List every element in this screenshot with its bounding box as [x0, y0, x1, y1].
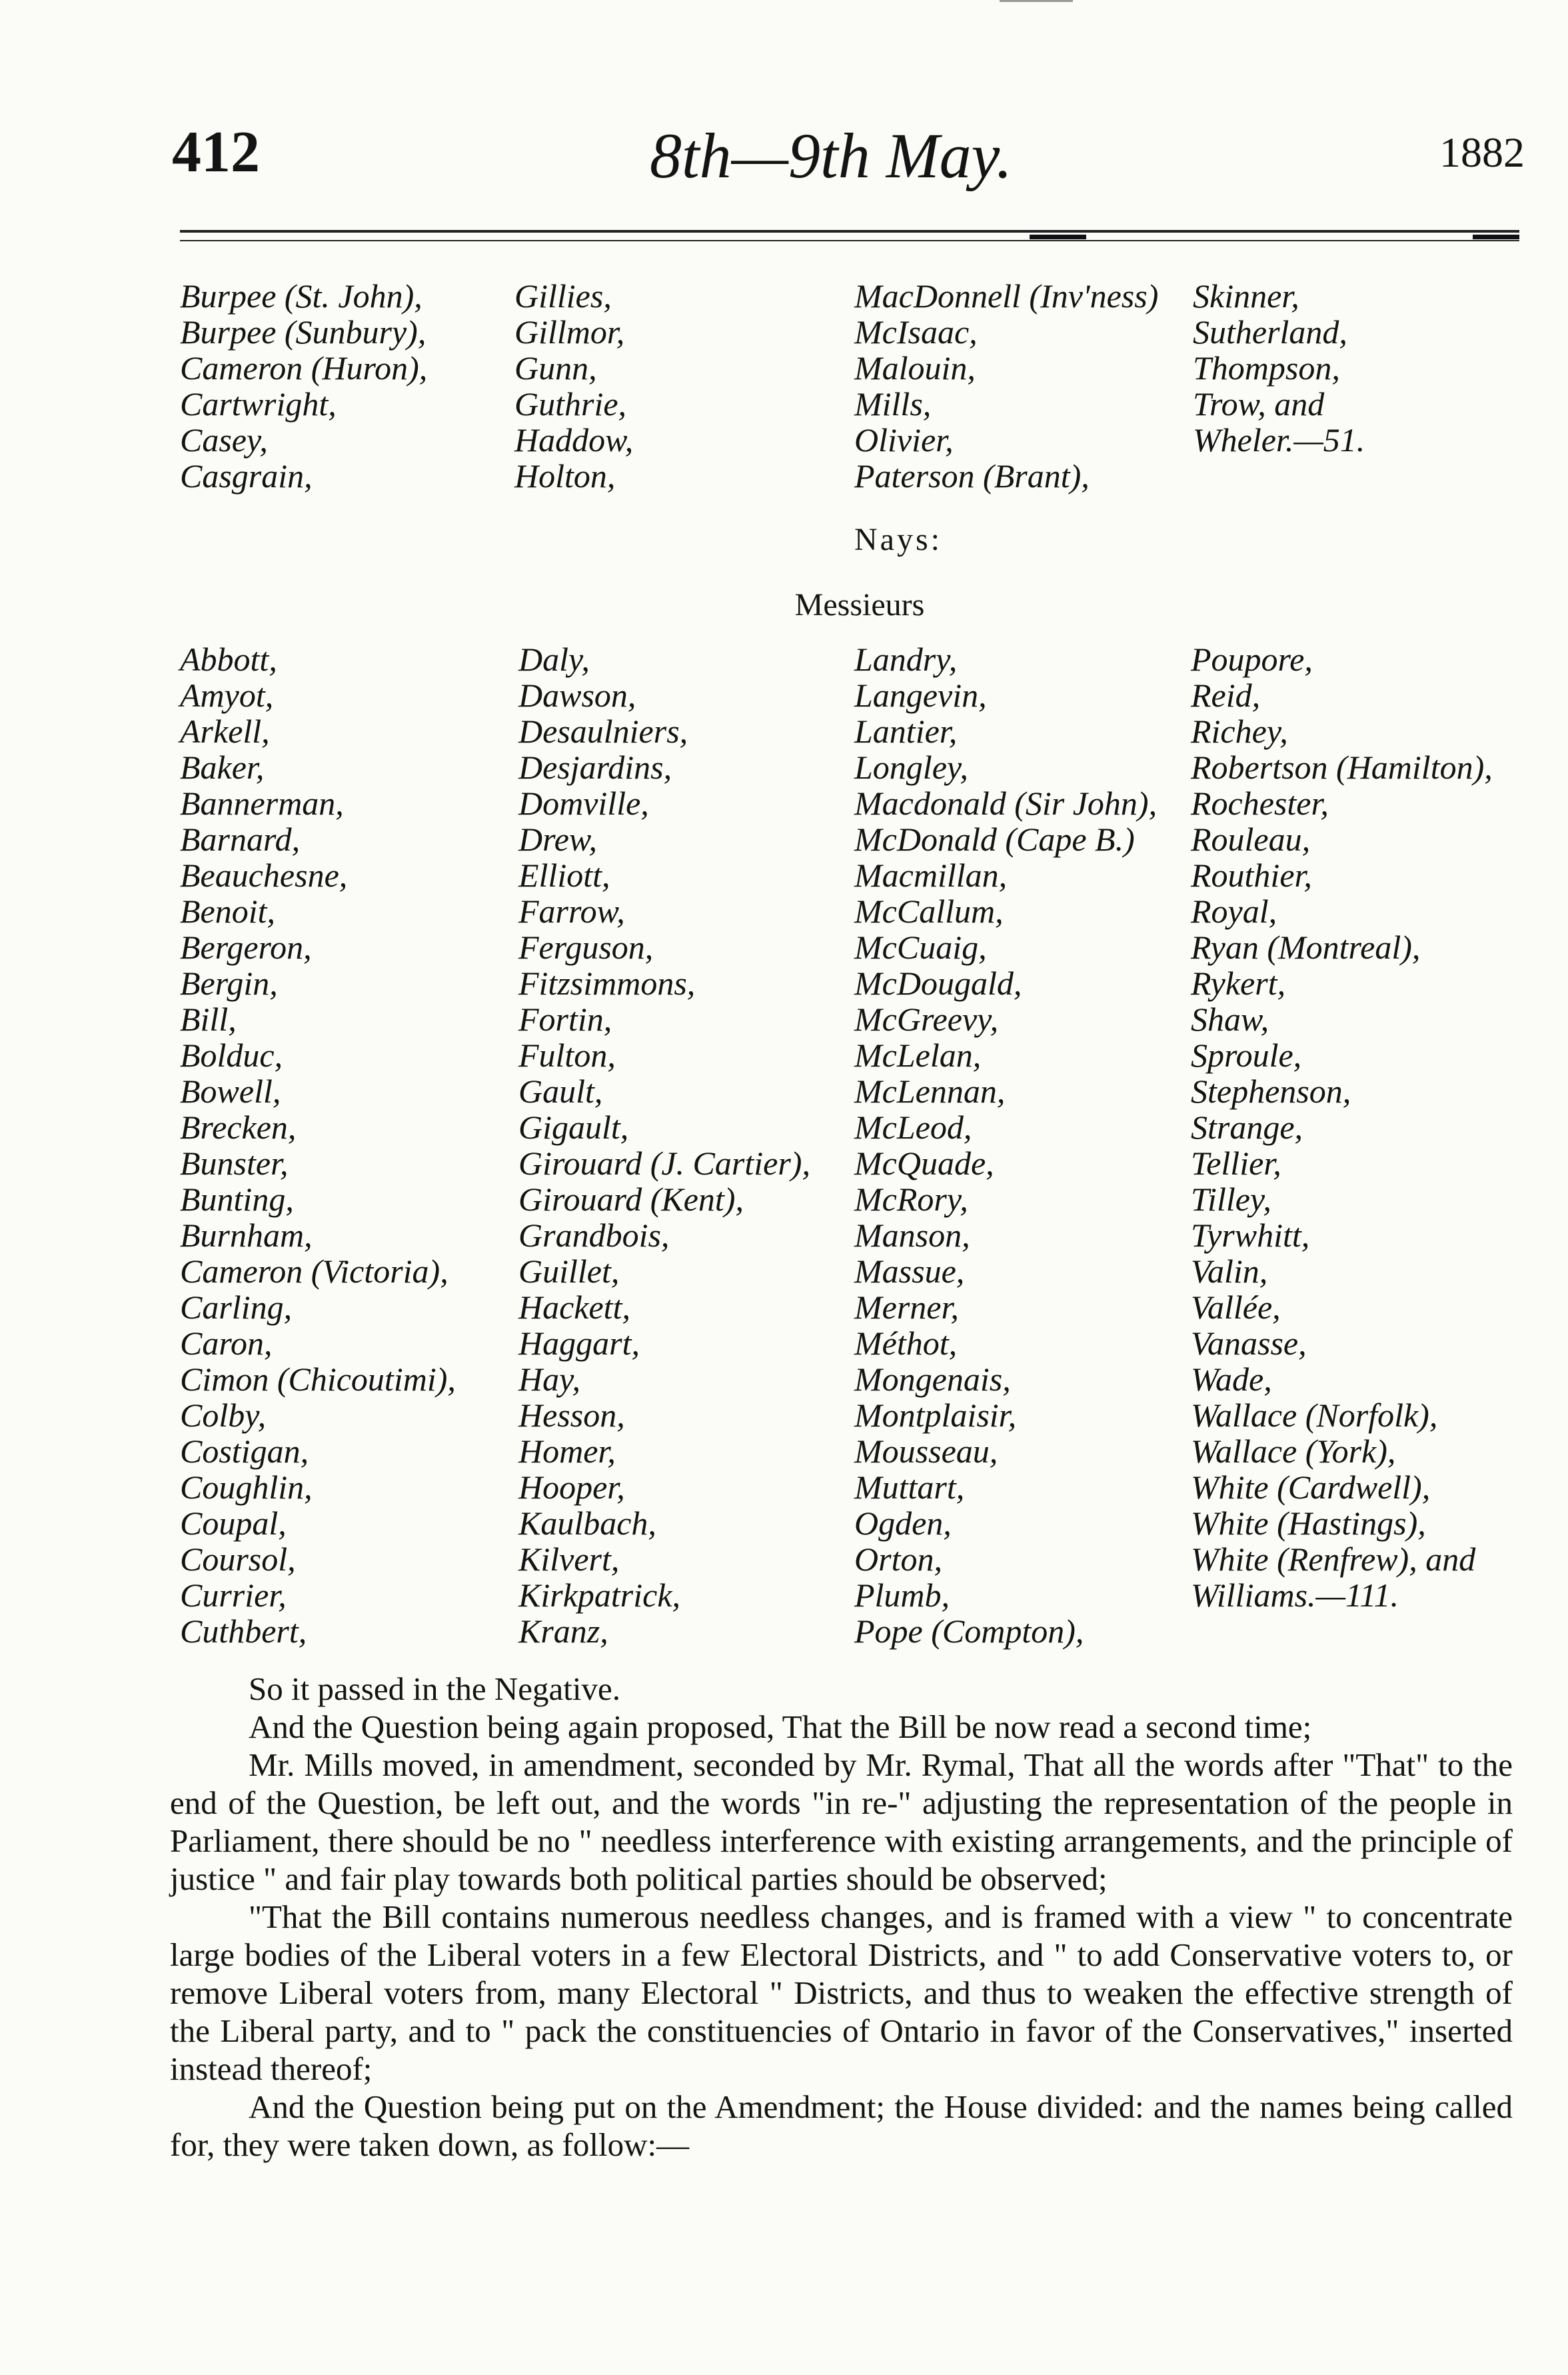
- nays-col-4: [1191, 641, 1493, 1613]
- member-name: Robertson (Hamilton),: [1191, 749, 1493, 786]
- member-name: Holton,: [514, 457, 616, 495]
- member-name: Brecken,: [180, 1109, 297, 1146]
- member-name: McRory,: [854, 1181, 968, 1218]
- scan-mark: [1000, 0, 1073, 2]
- member-name: Guthrie,: [514, 385, 627, 423]
- member-name: Richey,: [1191, 713, 1288, 750]
- member-name: Burnham,: [180, 1216, 313, 1254]
- header-rule-thin: [180, 240, 1519, 241]
- member-name: Arkell,: [180, 713, 270, 750]
- member-name: Poupore,: [1191, 641, 1313, 678]
- member-name: Costigan,: [180, 1432, 309, 1470]
- member-name: Ferguson,: [518, 929, 654, 966]
- member-name: Royal,: [1191, 893, 1277, 930]
- yeas-col-3: [854, 278, 1158, 494]
- member-name: Carling,: [180, 1288, 293, 1326]
- member-name: Wallace (York),: [1191, 1432, 1396, 1470]
- messieurs-heading: Messieurs: [794, 587, 925, 623]
- member-name: Tyrwhitt,: [1191, 1216, 1310, 1254]
- member-name: Macdonald (Sir John),: [854, 785, 1158, 822]
- member-name: Méthot,: [854, 1324, 958, 1362]
- member-name: Amyot,: [180, 677, 274, 714]
- member-name: Orton,: [854, 1540, 942, 1578]
- member-name: McQuade,: [854, 1145, 994, 1182]
- member-name: Cimon (Chicoutimi),: [180, 1360, 456, 1398]
- member-name: Gault,: [518, 1073, 603, 1110]
- header-rule-ornament: [1473, 235, 1519, 239]
- member-name: Gigault,: [518, 1109, 629, 1146]
- member-name: Wade,: [1191, 1360, 1272, 1398]
- member-name: Casgrain,: [180, 457, 313, 495]
- member-name: Rouleau,: [1191, 821, 1311, 858]
- member-name: McCuaig,: [854, 929, 987, 966]
- member-name: Cartwright,: [180, 385, 337, 423]
- member-name: Paterson (Brant),: [854, 457, 1090, 495]
- member-name: Coupal,: [180, 1504, 287, 1542]
- member-name: Coughlin,: [180, 1468, 313, 1506]
- member-name: Burpee (St. John),: [180, 277, 422, 315]
- member-name: Gunn,: [514, 349, 597, 387]
- header-rule: [180, 230, 1519, 233]
- nays-col-3: [854, 641, 1157, 1649]
- member-name: McLeod,: [854, 1109, 972, 1146]
- member-name: Cameron (Huron),: [180, 349, 428, 387]
- paragraph: And the Question being put on the Amendment; the House divided: and the names being called for, they were taken down, as follow:—: [170, 2088, 1513, 2163]
- member-name: Desaulniers,: [518, 713, 688, 750]
- member-name: Cuthbert,: [180, 1612, 307, 1650]
- member-name: Hay,: [518, 1360, 581, 1398]
- member-name: Desjardins,: [518, 749, 672, 786]
- member-name: Shaw,: [1191, 1001, 1269, 1038]
- member-name: Coursol,: [180, 1540, 296, 1578]
- member-name: Fitzsimmons,: [518, 965, 696, 1002]
- member-name: Bergeron,: [180, 929, 312, 966]
- member-name: Wallace (Norfolk),: [1191, 1396, 1438, 1434]
- member-name: Hackett,: [518, 1288, 630, 1326]
- member-name: Pope (Compton),: [854, 1612, 1084, 1650]
- member-name: Vallée,: [1191, 1288, 1281, 1326]
- member-name: Ryan (Montreal),: [1191, 929, 1421, 966]
- member-name: Farrow,: [518, 893, 625, 930]
- member-name: Bolduc,: [180, 1037, 283, 1074]
- paragraph: "That the Bill contains numerous needless changes, and is framed with a view " to concentrate large bodies of the Liberal voters in a few Electoral Districts, and " to add Conservative voters to, or remove Liberal voters from, many Electoral " Districts, and thus to weaken the effective strength of the Liberal party, and to " pack the constituencies of Ontario in favor of the Conservatives," inserted instead thereof;: [170, 1898, 1513, 2087]
- paragraph: Mr. Mills moved, in amendment, seconded by Mr. Rymal, That all the words after "That" to the end of the Question, be left out, and the words "in re-" adjusting the representation of the people in Parliament, there should be no " needless interference with existing arrangements, and the principle of justice " and fair play towards both political parties should be observed;: [170, 1746, 1513, 1897]
- member-name: Williams.—111.: [1191, 1576, 1399, 1614]
- member-name: White (Renfrew), and: [1191, 1540, 1476, 1578]
- paragraph: And the Question being again proposed, That the Bill be now read a second time;: [249, 1708, 1312, 1745]
- member-name: Casey,: [180, 421, 268, 459]
- proceedings-text: [170, 1670, 1513, 2164]
- member-name: Stephenson,: [1191, 1073, 1351, 1110]
- member-name: Kilvert,: [518, 1540, 620, 1578]
- member-name: Malouin,: [854, 349, 976, 387]
- member-name: Grandbois,: [518, 1216, 670, 1254]
- member-name: Rykert,: [1191, 965, 1286, 1002]
- member-name: Bowell,: [180, 1073, 281, 1110]
- member-name: Skinner,: [1193, 277, 1299, 315]
- member-name: Lantier,: [854, 713, 958, 750]
- member-name: Haggart,: [518, 1324, 640, 1362]
- member-name: Sproule,: [1191, 1037, 1302, 1074]
- member-name: Valin,: [1191, 1252, 1268, 1290]
- member-name: Manson,: [854, 1216, 970, 1254]
- member-name: Thompson,: [1193, 349, 1340, 387]
- yeas-col-4: [1193, 278, 1365, 458]
- nays-col-2: [518, 641, 810, 1649]
- nays-heading: Nays:: [854, 522, 942, 557]
- member-name: Benoit,: [180, 893, 276, 930]
- member-name: Hesson,: [518, 1396, 625, 1434]
- member-name: McCallum,: [854, 893, 1004, 930]
- member-name: Caron,: [180, 1324, 273, 1362]
- member-name: McLennan,: [854, 1073, 1006, 1110]
- member-name: Kranz,: [518, 1612, 608, 1650]
- member-name: Dawson,: [518, 677, 636, 714]
- member-name: Macmillan,: [854, 857, 1008, 894]
- member-name: Bannerman,: [180, 785, 344, 822]
- member-name: Trow, and: [1193, 385, 1325, 423]
- member-name: McDougald,: [854, 965, 1022, 1002]
- member-name: Hooper,: [518, 1468, 625, 1506]
- member-name: Colby,: [180, 1396, 267, 1434]
- member-name: Mills,: [854, 385, 932, 423]
- member-name: Barnard,: [180, 821, 301, 858]
- member-name: Merner,: [854, 1288, 959, 1326]
- member-name: Fortin,: [518, 1001, 612, 1038]
- yeas-col-1: [180, 278, 427, 494]
- paragraph: So it passed in the Negative.: [249, 1670, 620, 1707]
- member-name: Cameron (Victoria),: [180, 1252, 448, 1290]
- member-name: McDonald (Cape B.): [854, 821, 1135, 858]
- member-name: Bill,: [180, 1001, 237, 1038]
- member-name: Girouard (J. Cartier),: [518, 1145, 810, 1182]
- member-name: Rochester,: [1191, 785, 1329, 822]
- member-name: Wheler.—51.: [1193, 421, 1365, 459]
- page-title: 8th—9th May.: [650, 120, 1012, 191]
- member-name: Landry,: [854, 641, 958, 678]
- member-name: Olivier,: [854, 421, 954, 459]
- member-name: Kirkpatrick,: [518, 1576, 681, 1614]
- member-name: Plumb,: [854, 1576, 950, 1614]
- member-name: Tilley,: [1191, 1181, 1271, 1218]
- member-name: Tellier,: [1191, 1145, 1281, 1182]
- page-year: 1882: [1439, 129, 1525, 176]
- member-name: Haddow,: [514, 421, 634, 459]
- page-number: 412: [172, 120, 260, 185]
- member-name: Langevin,: [854, 677, 987, 714]
- member-name: McGreevy,: [854, 1001, 999, 1038]
- member-name: Vanasse,: [1191, 1324, 1307, 1362]
- member-name: Currier,: [180, 1576, 287, 1614]
- member-name: Mongenais,: [854, 1360, 1011, 1398]
- member-name: McLelan,: [854, 1037, 982, 1074]
- member-name: Longley,: [854, 749, 968, 786]
- member-name: McIsaac,: [854, 313, 978, 351]
- member-name: White (Hastings),: [1191, 1504, 1426, 1542]
- member-name: Homer,: [518, 1432, 616, 1470]
- member-name: Reid,: [1191, 677, 1261, 714]
- member-name: Kaulbach,: [518, 1504, 656, 1542]
- member-name: Massue,: [854, 1252, 965, 1290]
- header-rule-ornament: [1030, 235, 1086, 239]
- member-name: Girouard (Kent),: [518, 1181, 744, 1218]
- member-name: White (Cardwell),: [1191, 1468, 1431, 1506]
- member-name: Ogden,: [854, 1504, 952, 1542]
- member-name: Drew,: [518, 821, 598, 858]
- member-name: Daly,: [518, 641, 590, 678]
- member-name: Routhier,: [1191, 857, 1312, 894]
- member-name: Muttart,: [854, 1468, 965, 1506]
- member-name: Gillies,: [514, 277, 612, 315]
- nays-col-1: [180, 641, 456, 1649]
- member-name: Baker,: [180, 749, 265, 786]
- yeas-col-2: [514, 278, 633, 494]
- member-name: Sutherland,: [1193, 313, 1347, 351]
- member-name: MacDonnell (Inv'ness): [854, 277, 1159, 315]
- member-name: Bergin,: [180, 965, 278, 1002]
- member-name: Montplaisir,: [854, 1396, 1017, 1434]
- member-name: Beauchesne,: [180, 857, 348, 894]
- member-name: Burpee (Sunbury),: [180, 313, 426, 351]
- member-name: Mousseau,: [854, 1432, 998, 1470]
- member-name: Fulton,: [518, 1037, 616, 1074]
- member-name: Gillmor,: [514, 313, 625, 351]
- member-name: Elliott,: [518, 857, 610, 894]
- member-name: Domville,: [518, 785, 649, 822]
- member-name: Abbott,: [180, 641, 277, 678]
- member-name: Guillet,: [518, 1252, 620, 1290]
- member-name: Bunting,: [180, 1181, 294, 1218]
- member-name: Bunster,: [180, 1145, 289, 1182]
- member-name: Strange,: [1191, 1109, 1303, 1146]
